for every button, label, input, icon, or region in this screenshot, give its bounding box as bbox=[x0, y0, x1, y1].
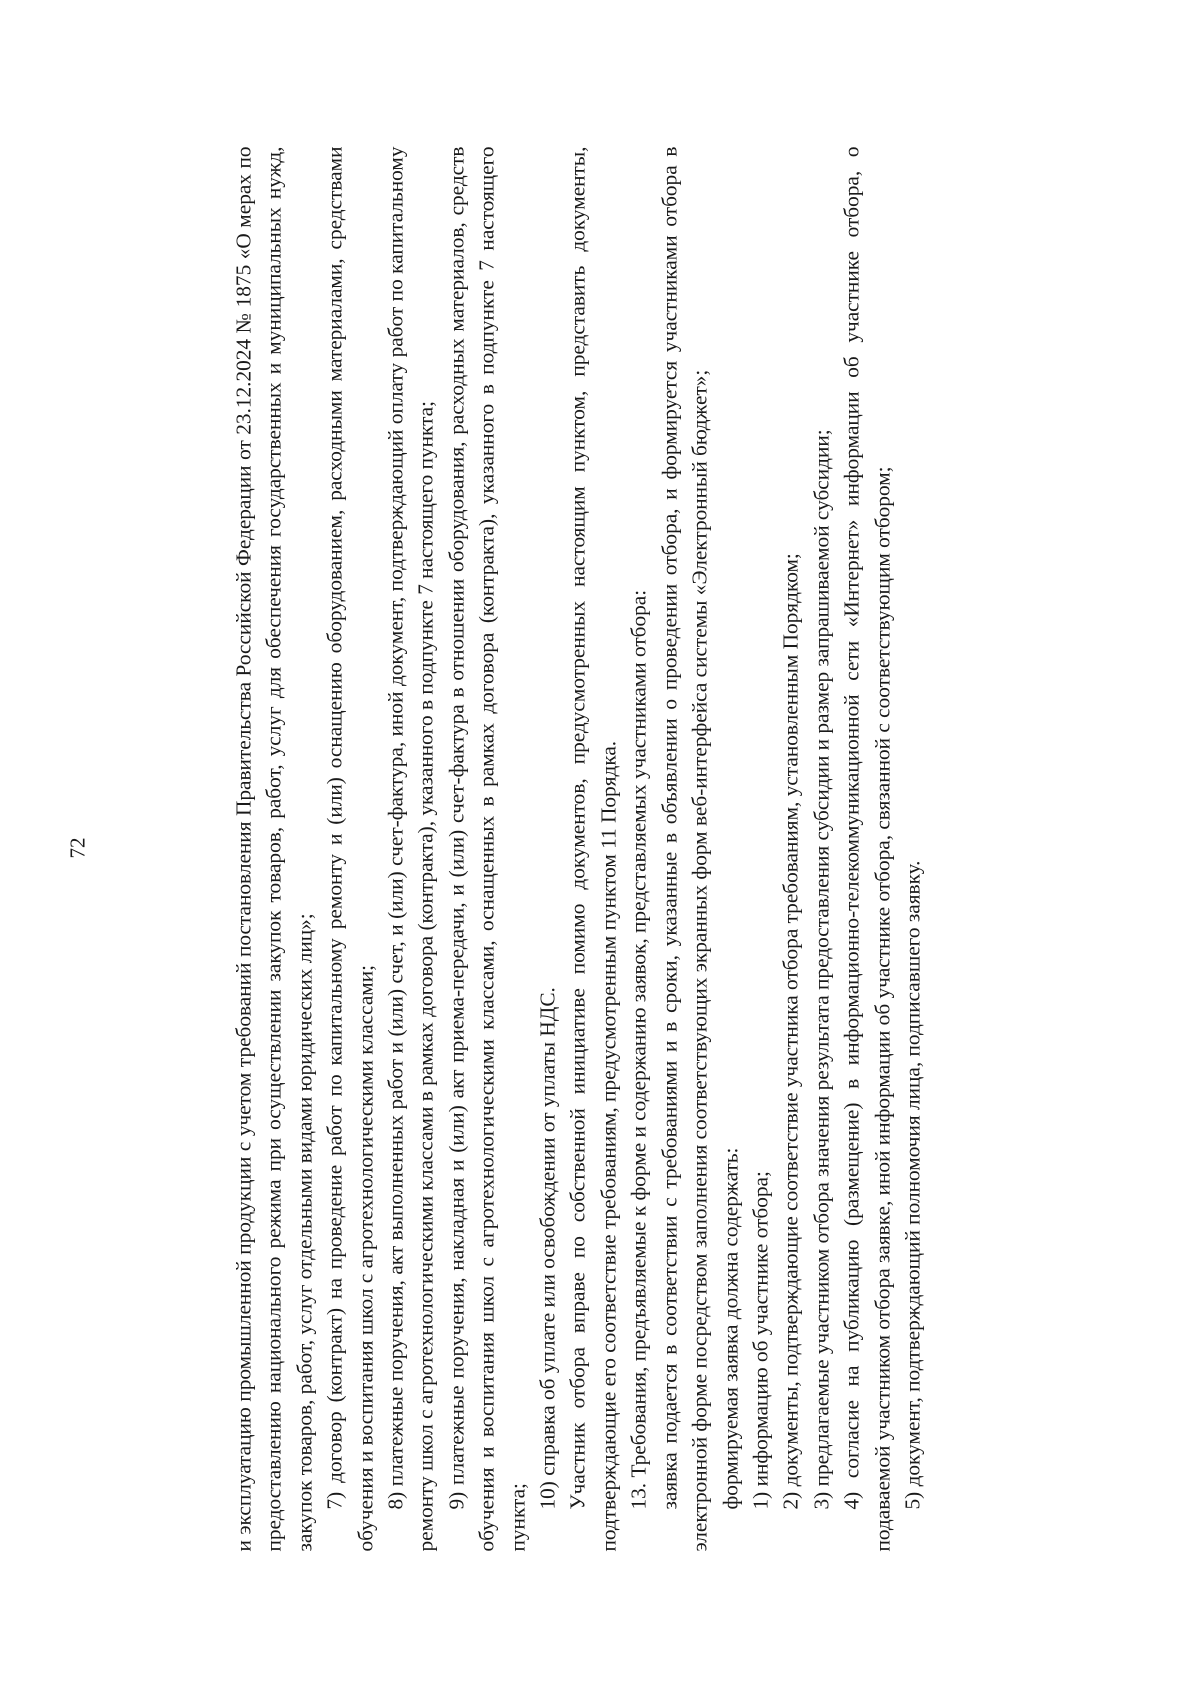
paragraph-item-9: 9) платежные поручения, накладная и (или) акт приема-передачи, и (или) счет-фактура в отношении оборудования, расходных материалов, средств обучения и воспитания школ с агротехнологическими классами, оснащенных в рамках договора (контракта), указанного в подпункте 7 настоящего пункта; bbox=[444, 146, 529, 1552]
list-item-5: 5) документ, подтверждающий полномочия лица, подписавшего заявку. bbox=[900, 860, 925, 1510]
list-item-4: 4) согласие на публикацию (размещение) в информационно-телекоммуникационной сети «Интернет» информации об участнике отбора, о подаваемой участником отбора заявке, иной информации об участнике отбора, связанной с соответствующим отбором; bbox=[839, 146, 894, 1552]
paragraph-intro-continuation: и эксплуатацию промышленной продукции с учетом требований постановления Правительства Российской Федерации от 23.12.2024 № 1875 «О мерах по предоставлению национального режима при осуществлении закупок товаров, работ, услуг для обеспечения государственных и муниципальных нужд, закупок товаров, работ, услуг отдельными видами юридических лиц»; bbox=[231, 146, 317, 1552]
list-item-1: 1) информацию об участнике отбора; bbox=[748, 1171, 773, 1510]
list-item-3: 3) предлагаемые участником отбора значения результата предоставления субсидии и размер запрашиваемой субсидии; bbox=[809, 429, 834, 1510]
paragraph-section-13-heading: 13. Требования, предъявляемые к форме и содержанию заявок, представляемых участниками отбора: bbox=[626, 589, 651, 1510]
paragraph-item-8: 8) платежные поручения, акт выполненных работ и (или) счет, и (или) счет-фактура, иной документ, подтверждающий оплату работ по капитальному ремонту школ с агротехнологическими классами в рамках договора (контракта), указанного в подпункте 7 настоящего пункта; bbox=[383, 146, 438, 1552]
paragraph-application-submission: заявка подается в соответствии с требованиями и в сроки, указанные в объявлении о проведении отбора, и формируется участниками отбора в электронной форме посредством заполнения соответствующих экранных форм веб-интерфейса системы «Электронный бюджет»; bbox=[657, 146, 712, 1552]
paragraph-application-contents-intro: формируемая заявка должна содержать: bbox=[717, 1147, 742, 1510]
list-item-2: 2) документы, подтверждающие соответствие участника отбора требованиям, установленным Порядком; bbox=[778, 553, 803, 1510]
paragraph-item-10: 10) справка об уплате или освобождении от уплаты НДС. bbox=[535, 987, 560, 1510]
page-number: 72 bbox=[65, 837, 90, 859]
body-text bbox=[228, 147, 927, 1552]
paragraph-participant-right: Участник отбора вправе по собственной инициативе помимо документов, предусмотренных настоящим пунктом, представить документы, подтверждающие его соответствие требованиям, предусмотренным пунктом 11 Порядка. bbox=[565, 146, 621, 1552]
paragraph-item-7: 7) договор (контракт) на проведение работ по капитальному ремонту и (или) оснащению оборудованием, расходными материалами, средствами обучения и воспитания школ с агротехнологическими классами; bbox=[322, 146, 377, 1552]
